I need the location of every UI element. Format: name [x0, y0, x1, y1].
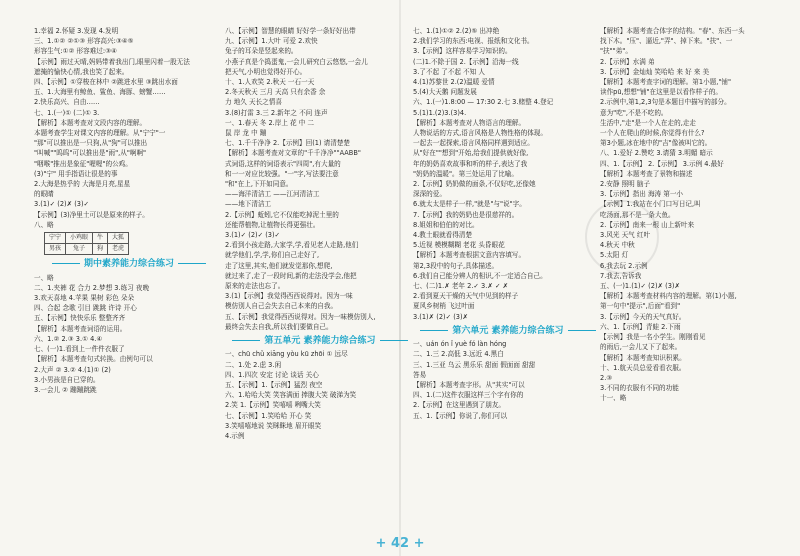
column-1-after	[34, 273, 224, 395]
table-row	[45, 233, 129, 244]
answer-line: 十、1.航天员总爱看看衣服。	[600, 363, 686, 372]
answer-line: 3.(1)✓ (2)✗ (3)✓	[34, 200, 90, 209]
answer-line: "扶""弟"。	[600, 47, 632, 56]
answer-line: 2.看到小孩走路,大家学,学,看见老人走路,他们	[225, 241, 359, 250]
answer-line: 本题考查学生对课文内容的理解。从"宁宁"一	[34, 129, 166, 138]
answer-line: 答易	[413, 370, 427, 379]
column-1-lines	[34, 26, 224, 230]
answer-line: 小燕子真是个捣蛋鬼,一会儿研究白云悠悠,一会儿	[225, 57, 368, 66]
answer-line: 4.(1)苏黎世 2.(2)温暖 爱情	[413, 78, 495, 87]
answer-line: 六、1.哈哈大笑 笑容满面 捧腹大笑 破涕为笑	[225, 391, 357, 400]
column-3-after	[413, 339, 603, 421]
column-2	[225, 26, 415, 531]
table-cell: 小鸡眼	[66, 233, 93, 244]
answer-line: 7.【示例】我的奶奶也是很慈祥的。	[413, 210, 519, 219]
answer-line: 最终会失去自我,所以我们要做自己。	[225, 322, 333, 331]
answer-line: 2.【示例】南来一根 山上新叶来	[600, 220, 695, 229]
answer-line: 4.秋天 中秋	[600, 241, 635, 250]
answer-line: 6.我们自己能分辨人的相识,不一定适合自己。	[413, 271, 547, 280]
answer-line: 3.欢天喜地 4.苹果 果树 彩色 朵朵	[34, 294, 135, 303]
answer-line: 【解析】本题考查对文段内容的理解。	[34, 118, 147, 127]
answer-line: 5.太阳 灯	[600, 251, 629, 260]
answer-line: "那"可以推出是一只狗,从"狗"可以推出	[34, 139, 148, 148]
answer-line: 【解析】本题考查字形。从"其实"可以	[413, 380, 525, 389]
answer-line: 三、1.三亚 乌云 黑乐乐 甜面 假面面 甜甜	[413, 360, 536, 369]
answer-line: ——地下清洁工	[225, 200, 272, 209]
answer-line: 2.③	[600, 373, 613, 382]
answer-line: 一、uán ón ǐ yuè fó làn hóng	[413, 340, 507, 349]
answer-line: 就过来了,走了一段时间,新的走法没学会,他把	[225, 271, 357, 280]
table-cell: 男孩	[45, 244, 66, 255]
answer-line: 【解析】本题考查对文章的"千千净净""AABB"	[225, 149, 361, 158]
answer-line: 七、【示例】1.笑哈哈 开心 笑	[225, 411, 312, 420]
answer-table	[44, 232, 129, 255]
answer-line: 十一、略	[600, 394, 627, 403]
answer-line: 3.【示例】金灿灿 笑哈哈 来 好 来 美	[600, 67, 710, 76]
answer-line: 【解析】本题考查根据文意内容填写。	[413, 251, 526, 260]
answer-line: 一起去一起探索,语言风格同样遇到适应。	[413, 139, 534, 148]
section-title: 期中素养能力综合练习	[34, 259, 224, 269]
answer-line: 还能帮植物,让植物长得更强壮。	[225, 220, 320, 229]
answer-line: 4.示例	[225, 431, 245, 440]
answer-line: 5.近视 模模糊糊 老花 头昏眼花	[413, 241, 505, 250]
answer-line: 三、1.①② ②①③ 形容高兴:③④⑤	[34, 37, 134, 46]
answer-line: 3.一会儿 ② 蹦蹦跳跳	[34, 385, 97, 394]
answer-line: 2.【示例】奶奶做的面条,不仅好吃,还像她	[413, 180, 536, 189]
answer-line: 兔子的耳朵是竖起来的。	[225, 47, 298, 56]
table-cell: 牛	[93, 233, 108, 244]
answer-line: 2.快乐高兴、自由……	[34, 98, 100, 107]
answer-line: 走了这里,其实,他们就发觉那你,想爬,	[225, 261, 333, 270]
answer-line: 形容生气:①② 形容难过:③④	[34, 47, 117, 56]
answer-line: 和一一对应比较强。"一"字,写法要注意	[225, 169, 339, 178]
answer-line: 3.【示例】今天的天气真好。	[600, 312, 686, 321]
answer-line: 【解析】本题考查字词的理解。第1小题,"铺"	[600, 78, 732, 87]
answer-line: 2.看到夏天干燥的天气中见到的样子	[413, 292, 519, 301]
answer-line: 遮掩的愉快心情,我也笑了起来。	[34, 67, 129, 76]
answer-line: 意为"吃",不是不吃的。	[600, 108, 668, 117]
answer-line: 第一句中"提示",后面"看到"	[600, 302, 681, 311]
answer-line: 七、(二)1.✗ 老年 2.✓ 3.✗ ✓ ✗	[413, 282, 509, 291]
answer-line: 【解析】本题考查句式转换。由例句可以	[34, 355, 153, 364]
answer-line: 鼠 岸 龙 中 蹦	[225, 129, 267, 138]
answer-line: 五、(一)1.(1)✓ (2)✗ (3)✗	[600, 282, 681, 291]
answer-line: 模仿别人自己会失去自己本来的自我。	[225, 302, 338, 311]
answer-line: "和"在上,下开如同意。	[225, 180, 293, 189]
answer-line: "叫喊""呜呜"可以推出是"雨",从"啊啊"	[34, 149, 147, 158]
answer-line: 【解析】本题考查知识积累。	[600, 353, 686, 362]
answer-line: 就学他们,学,学,你们自己走好了,	[225, 251, 320, 260]
answer-line: 3.(1)✗ (2)✓ (3)✗	[413, 312, 469, 321]
answer-line: 生活中,"走"是一个人在走的,走走	[600, 118, 696, 127]
column-4	[600, 26, 790, 531]
answer-line: 2.【示例】水满 弟	[600, 57, 655, 66]
answer-line: 3.【示例】指出 海涛 第一小	[600, 190, 684, 199]
answer-line: 五、【示例】快快乐乐 整整齐齐	[34, 314, 126, 323]
answer-line: 八、【示例】智慧的眼睛 好好学一条好好出带	[225, 27, 356, 35]
table-cell: 老虎	[108, 244, 129, 255]
answer-line: 2.示例中,第1,2,3句是本题目中描写的部分。	[600, 98, 731, 107]
column-3-lines	[413, 26, 603, 322]
column-4-lines	[600, 26, 790, 363]
page-number: + 42 +	[375, 536, 425, 551]
answer-line: 七、1.(一)① (二)① 3.	[34, 108, 100, 117]
answer-line: 2.【示例】在这里遇到了朋友。	[413, 401, 506, 410]
answer-line: 二、1.三 2.高低 3.远近 4.黑白	[413, 350, 504, 359]
answer-line: 【示例】雨过天晴,妈妈带着我出门,眼里闪着一股无法	[34, 57, 190, 66]
answer-line: 第3小题,冰在地中的"吉"像被叫它的。	[600, 139, 712, 148]
answer-line: 3.(8)打雷 3.三 2.新年之 不问 连声	[225, 108, 328, 117]
answer-line: 一、略	[34, 273, 54, 282]
answer-line: 五、1.【示例】你说了,你们可以	[413, 411, 508, 420]
answer-line: 8.姐姐和伯伯的对比。	[413, 220, 479, 229]
table-cell: 兔子	[66, 244, 93, 255]
table-cell: 狗	[93, 244, 108, 255]
answer-line: 5.(1)1.(2)3.(3)4.	[413, 108, 467, 117]
answer-line: 一、1.春天 冬 2.岸上 花 中 二	[225, 118, 314, 127]
answer-line: "咽喉"推出是象征"喔喔"的公鸡。	[34, 159, 132, 168]
table-cell: 大狐	[108, 233, 129, 244]
answer-line: 五、【示例】我觉得西西说得对。因为一味模仿别人,	[225, 312, 376, 321]
answer-line: 【解析】本题考查对人物语言的理解。	[413, 118, 526, 127]
answer-line: "奶奶的温暖"。第三处运用了比喻。	[413, 169, 518, 178]
answer-line: 四、1.(二)这件衣服这样三个字有你的	[413, 391, 524, 400]
answer-line: 一个人在爬山的时候,你觉得有什么?	[600, 129, 705, 138]
answer-line: 四、1.四次 安定 讨论 谈话 关心	[225, 370, 319, 379]
answer-line: 七、1.千千净净 2.【示例】回(1) 请清楚楚	[225, 139, 351, 148]
answer-line: 六、1.【示例】青蛙 2.下雨	[600, 322, 681, 331]
answer-line: 力 地久 天长之情喜	[225, 98, 282, 107]
answer-line: 3.笑嘻嘻地说 笑眯眯地 眉开眼笑	[225, 421, 322, 430]
answer-line: 3.【示例】这样容易学习知识的。	[413, 47, 512, 56]
answer-line: 2.大声 ② 3.② 4.(1)① (2)	[34, 365, 111, 374]
answer-line: 吃汤面,那不是一条大鱼。	[600, 210, 675, 219]
answer-line: ——海洋清洁工 ——江河清洁工	[225, 190, 320, 199]
answer-line: 4.教土眼就看得清楚	[413, 231, 473, 240]
answer-line: 7.我去,告诉我	[600, 271, 642, 280]
answer-line: 五、【示例】1.【示例】猛烈 夜空	[225, 380, 323, 389]
column-2-lines	[225, 26, 415, 332]
answer-line: 从"好在""想到"开始,给我们提供就好像,	[413, 149, 529, 158]
answer-line: 1.幸福 2.怀疑 3.发现 4.发明	[34, 27, 119, 35]
answer-line: 十、1.人欢笑 2.秋天 一石一天	[225, 78, 315, 87]
answer-line: 【示例】(3)净里土可以是原来的样子。	[34, 210, 149, 219]
answer-line: 6.就太太是样子一样,"就是"与"说"字。	[413, 200, 526, 209]
column-4-after	[600, 363, 790, 404]
answer-line: 找下木。"压"、逼近,"弄"、掉下来。"扶"、一	[600, 37, 733, 46]
answer-line: 原来的走法也忘了。	[225, 282, 285, 291]
table-cell: 宁宁	[45, 233, 66, 244]
answer-line: 八、略	[34, 220, 54, 229]
answer-line: 七、1.(1)①② 2.(2)⑤ 出冲绝	[413, 27, 500, 35]
answer-line: 5.(4)大天鹅 问题发展	[413, 88, 477, 97]
answer-line: 6.我去玩 2.示例	[600, 261, 648, 270]
answer-line: 七、(一)1.看到上一件件衣服了	[34, 345, 125, 354]
section-title: 第五单元 素养能力综合练习	[225, 336, 415, 346]
answer-line: 【解析】本题考查词语的运用。	[34, 324, 127, 333]
answer-line: 2.我们学习的东西:电视、报纸和文化书。	[413, 37, 534, 46]
answer-line: (3)"宁" 用手指语让很是的事	[34, 169, 118, 178]
answer-line: 六、1.(一)1.8:00 — 17:30 2.七 3.赌整 4.登记	[413, 98, 554, 107]
column-2-after	[225, 349, 415, 441]
answer-line: 的雨后,一会儿又下了起来。	[600, 343, 682, 352]
answer-line: 第2,3段中的句子,具体描述。	[413, 261, 499, 270]
answer-line: 3.了不起 了不起 不知 人	[413, 67, 485, 76]
answer-line: 【解析】本题考查合体字的结构。"春"、东西一头	[600, 27, 745, 35]
answer-line: 人物说话的方式,语言风格是人物性格的体现。	[413, 129, 547, 138]
section-title: 第六单元 素养能力综合练习	[413, 326, 603, 336]
answer-line: 2.安静 照明 脑子	[600, 180, 651, 189]
answer-line: 四、【示例】①穿梭在林中 ②跳进水里 ③跳出水面	[34, 78, 178, 87]
answer-line: 3.小男孩是自已穿的。	[34, 375, 100, 384]
answer-line: 3.不同的衣服有不同的功能	[600, 384, 679, 393]
answer-line: 二、1.处 2.虑 3.闲	[225, 360, 282, 369]
answer-line: 深深的爱。	[413, 190, 446, 199]
answer-line: 式词语,这样的词语表示"四周",有大量的	[225, 159, 341, 168]
answer-line: 【示例】1.我站在小门口写日记,叫	[600, 200, 701, 209]
answer-line: 2.大海是热乎的 大海是月亮,星星	[34, 180, 131, 189]
answer-line: 九、【示例】1.大叶 可爱 2.欢快	[225, 37, 318, 46]
answer-line: 把天气,小明也觉得好开心。	[225, 67, 307, 76]
answer-line: 年的奶奶喜欢故事和听的样子,表达了我	[413, 159, 528, 168]
answer-line: 【解析】本题考查材料内容的理解。第(1)小题,	[600, 292, 737, 301]
answer-line: 二、1.夹裤 花 合力 2.梦想 3.练习 夜晚	[34, 283, 150, 292]
answer-line: 六、1.② 2.③ 3.① 4.④	[34, 334, 103, 343]
column-3	[413, 26, 603, 531]
answer-line: 3.(1)✓ (2)✓ (3)✓	[225, 231, 281, 240]
answer-line: 2.冬天秋天 三月 天高 只有余香 余	[225, 88, 326, 97]
answer-line: 2.【示例】蚯蚓,它不仅能吃掉泥土里的	[225, 210, 339, 219]
answer-line: 五、1.大海里有鲸鱼、鲨鱼、海豚、螃蟹……	[34, 88, 166, 97]
answer-line: 一、chū chǔ xiāng yòu kū zhōi ① 远尽	[225, 350, 348, 359]
answer-line: 四、1.【示例】 2.【示例】 3.示例 4.最好	[600, 159, 724, 168]
table-row	[45, 244, 129, 255]
answer-line: 【示例】我是一名小学生。刚刚看见	[600, 333, 706, 342]
answer-line: 八、1.爱好 2.赞吃 3.请猜 3.明媚 暗示	[600, 149, 713, 158]
answer-line: 读作pū,想想"铺"在这里是以看作样子的。	[600, 88, 723, 97]
answer-line: 3.(1)【示例】我觉得西西说得对。因为一味	[225, 292, 353, 301]
answer-line: 的眼睛	[34, 190, 54, 199]
answer-line: 2.笑 1.【示例】笑嘻嘻 咧嘴大笑	[225, 401, 321, 410]
answer-line: 3.风光 天气 红叶	[600, 231, 651, 240]
column-1	[34, 26, 224, 531]
answer-line: (二)1.不除于国 2.【示例】沿海一线	[413, 57, 519, 66]
answer-line: 四、合起 念歌 引目 跳跳 许诗 开心	[34, 304, 137, 313]
answer-line: 【解析】本题考查了景物和描述	[600, 169, 693, 178]
answer-line: 夏风乡树梢 飞过叶面	[413, 302, 475, 311]
